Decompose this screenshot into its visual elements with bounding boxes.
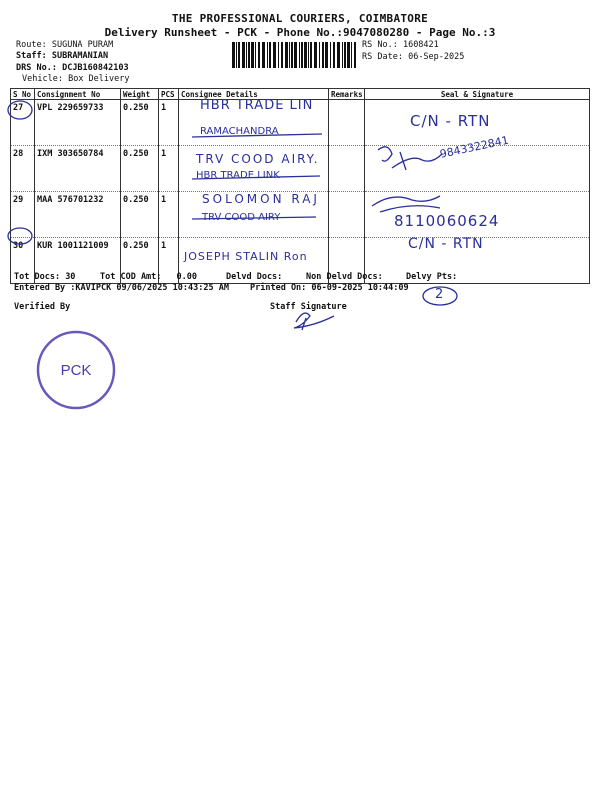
signature-28 <box>378 147 442 170</box>
cell-pcs: 1 <box>159 238 179 284</box>
vehicle-label: Vehicle: <box>22 74 63 84</box>
rs-date-value: 06-Sep-2025 <box>408 52 465 62</box>
cell-consignment: IXM 303650784 <box>35 146 121 192</box>
rs-no-label: RS No.: <box>362 40 398 50</box>
hand-consignee-27-struck: RAMACHANDRA <box>200 126 279 137</box>
hand-consignee-29: SOLOMON RAJ <box>202 192 320 206</box>
cell-pcs: 1 <box>159 146 179 192</box>
cell-sno: 30 <box>11 238 35 284</box>
rs-date-label: RS Date: <box>362 52 403 62</box>
stamp-text: PCK <box>60 362 92 379</box>
col-sno: S No <box>11 89 35 100</box>
hand-seal-28: 9843322841 <box>438 133 510 161</box>
delvy-pts-label: Delvy Pts: <box>406 272 458 282</box>
hand-seal-30: C/N - RTN <box>408 236 484 252</box>
delvy-pts-hand: 2 <box>435 287 444 302</box>
cell-consignment: MAA 576701232 <box>35 192 121 238</box>
hand-seal-29: 8110060624 <box>394 212 500 230</box>
col-consignee: Consignee Details <box>179 89 329 100</box>
col-seal: Seal & Signature <box>365 89 590 100</box>
tot-docs-value: 30 <box>65 272 76 282</box>
staff-label: Staff: <box>16 51 47 61</box>
runsheet-subtitle: Delivery Runsheet - PCK - Phone No.:9047080280 - Page No.:3 <box>104 26 496 39</box>
staff-signature-label: Staff Signature <box>270 302 347 312</box>
tot-docs-label: Tot Docs: <box>14 272 61 282</box>
hand-consignee-28: TRV COOD AIRY. <box>196 152 320 166</box>
cell-pcs: 1 <box>159 192 179 238</box>
vehicle-value: Box Delivery <box>68 74 130 84</box>
col-weight: Weight <box>121 89 159 100</box>
route-value: SUGUNA PURAM <box>51 40 114 50</box>
signature-29 <box>372 196 440 212</box>
staff-value: SUBRAMANIAN <box>51 51 109 61</box>
verified-by: Verified By <box>14 302 71 312</box>
cod-label: Tot COD Amt: <box>100 272 162 282</box>
drs-label: DRS No.: <box>16 63 57 73</box>
company-title: THE PROFESSIONAL COURIERS, COIMBATORE <box>171 12 429 25</box>
cod-line <box>100 272 197 282</box>
delvd-docs-label: Delvd Docs: <box>226 272 283 282</box>
pck-stamp <box>34 328 118 412</box>
hand-consignee-27: HBR TRADE LIN <box>200 98 314 113</box>
cod-value: 0.00 <box>176 272 198 282</box>
circle-mark-30 <box>8 228 32 244</box>
cell-consignment: VPL 229659733 <box>35 100 121 146</box>
hand-consignee-29-struck: TRV COOD AIRY <box>202 212 281 223</box>
col-remarks: Remarks <box>329 89 365 100</box>
cell-sno: 28 <box>11 146 35 192</box>
route-label: Route: <box>16 40 47 50</box>
cell-pcs: 1 <box>159 100 179 146</box>
cell-weight: 0.250 <box>121 238 159 284</box>
printed-on: Printed On: 06-09-2025 10:44:09 <box>250 283 409 293</box>
entered-by: Entered By :KAVIPCK 09/06/2025 10:43:25 AM <box>14 283 229 293</box>
drs-value: DCJB160842103 <box>62 63 129 73</box>
totals-line <box>14 272 75 282</box>
staff-signature-scrawl <box>294 313 334 330</box>
cell-sno: 27 <box>11 100 35 146</box>
cell-weight: 0.250 <box>121 192 159 238</box>
hand-consignee-30: JOSEPH STALIN Ron <box>184 250 308 263</box>
col-pcs: PCS <box>159 89 179 100</box>
cell-weight: 0.250 <box>121 146 159 192</box>
cell-consignment: KUR 1001121009 <box>35 238 121 284</box>
circle-mark-27 <box>8 101 32 119</box>
col-consignment: Consignment No <box>35 89 121 100</box>
cell-sno: 29 <box>11 192 35 238</box>
cell-weight: 0.250 <box>121 100 159 146</box>
non-delvd-docs-label: Non Delvd Docs: <box>306 272 383 282</box>
rs-no-value: 1608421 <box>402 40 439 50</box>
hand-seal-27: C/N - RTN <box>410 112 491 130</box>
hand-consignee-28-struck: HBR TRADE LINK <box>196 170 280 181</box>
